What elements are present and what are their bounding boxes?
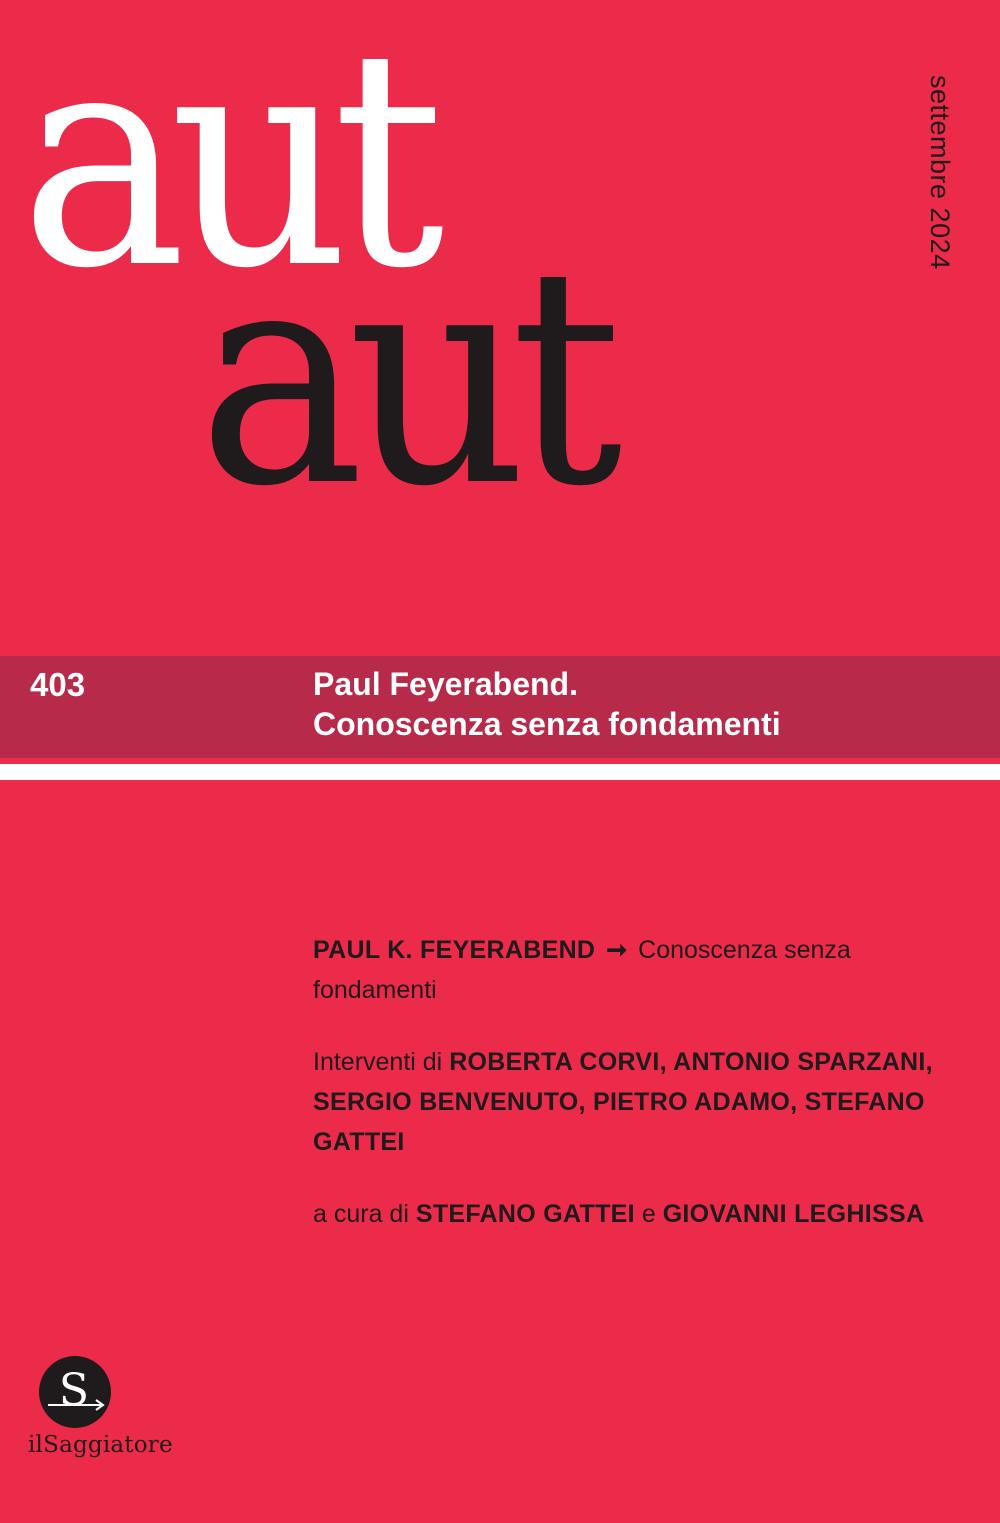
issue-date: settembre 2024 <box>925 75 955 270</box>
masthead-bottom-word: aut <box>198 203 606 552</box>
issue-title-line-1: Paul Feyerabend. <box>313 666 578 702</box>
essay-title: Conoscenza senza fondamenti <box>313 936 851 1004</box>
arrow-icon: ➞ <box>606 936 628 964</box>
masthead-top-word: aut <box>20 0 428 334</box>
contributors-prefix: Interventi di <box>313 1048 443 1076</box>
issue-number: 403 <box>30 666 86 703</box>
publisher-logo-icon <box>38 1355 112 1429</box>
editors-prefix: a cura di <box>313 1200 409 1228</box>
main-essay <box>313 930 933 1010</box>
editors-joiner: e <box>641 1200 656 1228</box>
contributors <box>313 1042 933 1162</box>
publisher-name: ilSaggiatore <box>28 1432 173 1458</box>
contents-block <box>313 930 933 1266</box>
publisher-logo-letter: S <box>58 1365 90 1416</box>
issue-title <box>313 664 781 744</box>
divider-rule <box>0 764 1000 780</box>
essay-author: PAUL K. FEYERABEND <box>313 936 596 964</box>
issue-title-line-2: Conoscenza senza fondamenti <box>313 706 781 742</box>
editor-1: STEFANO GATTEI <box>415 1200 635 1228</box>
editor-2: GIOVANNI LEGHISSA <box>662 1200 925 1228</box>
editors <box>313 1194 933 1234</box>
contributors-names: ROBERTA CORVI, ANTONIO SPARZANI, SERGIO BENVENUTO, PIETRO ADAMO, STEFANO GATTEI <box>313 1048 933 1156</box>
